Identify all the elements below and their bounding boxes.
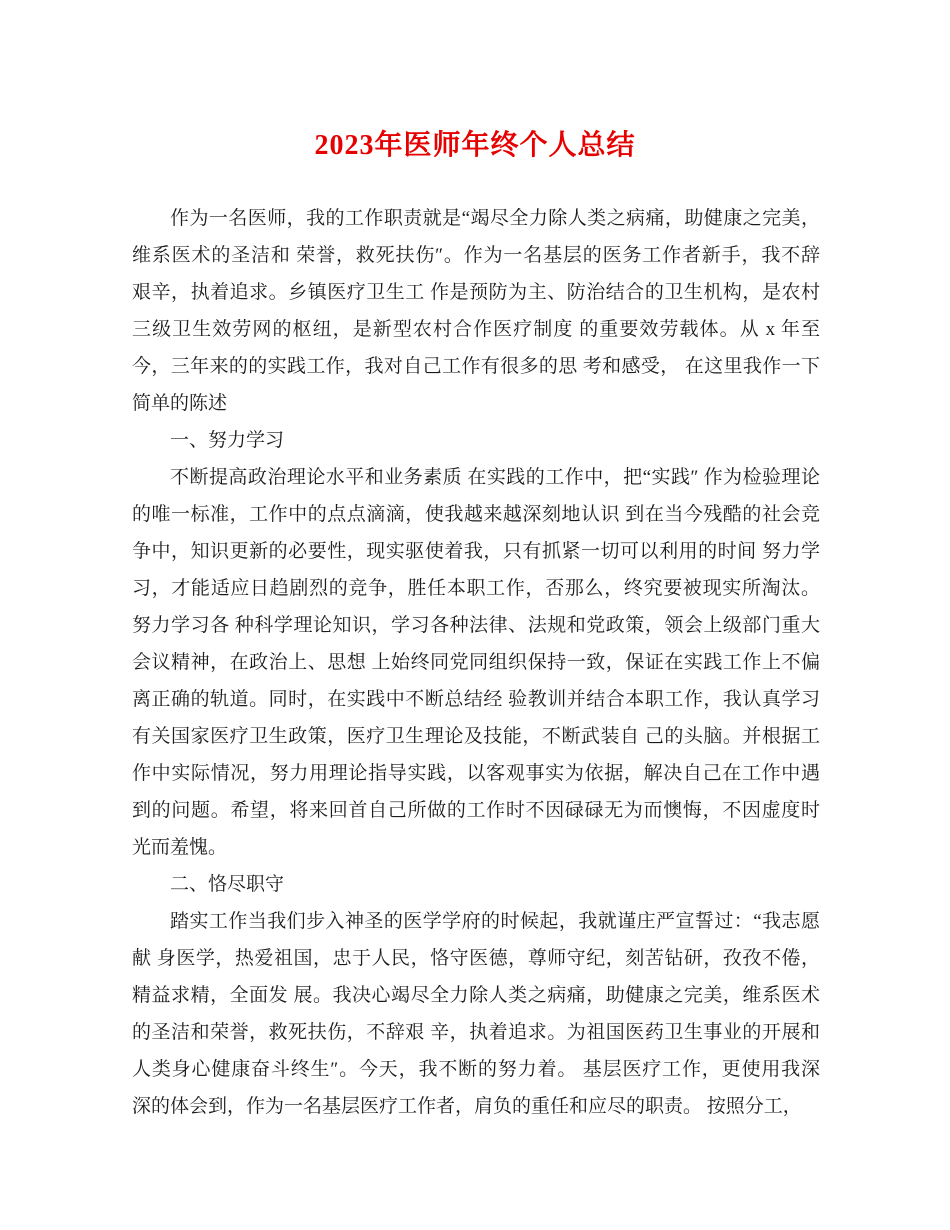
text-line: 努力学习各 种科学理论知识，学习各种法律、法规和党政策，领会上级部门重大	[132, 615, 820, 636]
text-line: 习，才能适应日趋剧烈的竞争，胜任本职工作，否那么，终究要被现实所淘汰。	[132, 578, 820, 599]
text-line: 离正确的轨道。同时，在实践中不断总结经 验教训并结合本职工作，我认真学习	[132, 689, 820, 710]
paragraph	[132, 200, 820, 422]
text-line: 作中实际情况，努力用理论指导实践，以客观事实为依据，解决自己在工作中遇	[132, 763, 820, 784]
text-line: 今，三年来的的实践工作，我对自己工作有很多的思 考和感受， 在这里我作一下	[132, 356, 820, 377]
text-line: 维系医术的圣洁和 荣誉，救死扶伤″。作为一名基层的医务工作者新手，我不辞	[132, 245, 820, 266]
text-line: 艰辛，执着追求。乡镇医疗卫生工 作是预防为主、防治结合的卫生机构，是农村	[132, 282, 820, 303]
text-line: 不断提高政治理论水平和业务素质 在实践的工作中，把“实践″ 作为检验理论	[170, 467, 820, 488]
document-body	[132, 200, 820, 1125]
text-line: 的唯一标准，工作中的点点滴滴，使我越来越深刻地认识 到在当今残酷的社会竞	[132, 504, 820, 525]
text-line: 献 身医学，热爱祖国，忠于人民，恪守医德，尊师守纪，刻苦钻研，孜孜不倦，	[132, 948, 820, 969]
text-line: 到的问题。希望，将来回首自己所做的工作时不因碌碌无为而懊悔，不因虚度时	[132, 800, 820, 821]
section	[132, 422, 820, 459]
paragraph	[132, 903, 820, 1125]
text-line: 精益求精，全面发 展。我决心竭尽全力除人类之病痛，助健康之完美，维系医术	[132, 985, 820, 1006]
text-line: 争中，知识更新的必要性，现实驱使着我，只有抓紧一切可以利用的时间 努力学	[132, 541, 820, 562]
text-line: 会议精神，在政治上、思想 上始终同党同组织保持一致，保证在实践工作上不偏	[132, 652, 820, 673]
section-heading: 一、努力学习	[170, 430, 285, 451]
section-heading: 二、恪尽职守	[170, 874, 285, 895]
document-title: 2023年医师年终个人总结	[314, 130, 636, 161]
text-line: 三级卫生效劳网的枢纽，是新型农村合作医疗制度 的重要效劳载体。从 x 年至	[132, 319, 820, 340]
text-line: 人类身心健康奋斗终生″。今天，我不断的努力着。 基层医疗工作，更使用我深	[132, 1059, 820, 1080]
text-line: 深的体会到，作为一名基层医疗工作者，肩负的重任和应尽的职责。 按照分工，	[132, 1096, 802, 1117]
text-line: 光而羞愧。	[132, 837, 228, 858]
text-line: 的圣洁和荣誉，救死扶伤，不辞艰 辛，执着追求。为祖国医药卫生事业的开展和	[132, 1022, 820, 1043]
text-line: 简单的陈述	[132, 393, 228, 414]
text-line: 踏实工作当我们步入神圣的医学学府的时候起，我就谨庄严宣誓过：“我志愿	[170, 911, 820, 932]
paragraph	[132, 459, 820, 866]
text-line: 有关国家医疗卫生政策，医疗卫生理论及技能，不断武装自 己的头脑。并根据工	[132, 726, 820, 747]
section	[132, 866, 820, 903]
text-line: 作为一名医师，我的工作职责就是“竭尽全力除人类之病痛，助健康之完美，	[170, 208, 820, 229]
